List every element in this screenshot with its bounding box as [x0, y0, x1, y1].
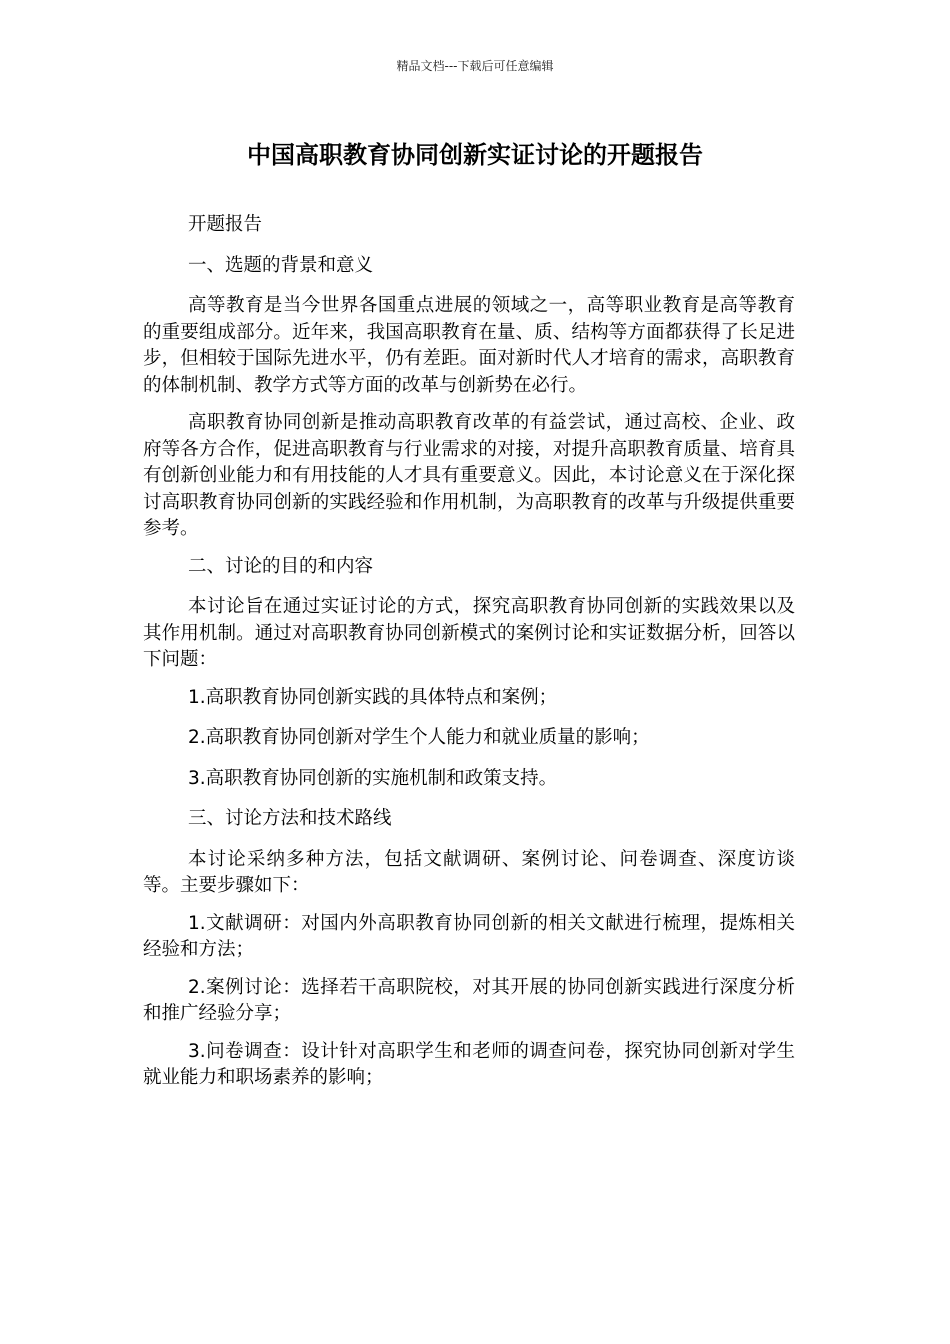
list-item-step-2: 2.案例讨论：选择若干高职院校，对其开展的协同创新实践进行深度分析和推广经验分享；: [143, 976, 795, 1024]
paragraph-background-1: 高等教育是当今世界各国重点进展的领域之一，高等职业教育是高等教育的重要组成部分。近年来，我国高职教育在量、质、结构等方面都获得了长足进步，但相较于国际先进水平，仍有差距。面对新时代人才培育的需求，高职教育的体制机制、教学方式等方面的改革与创新势在必行。: [143, 295, 795, 396]
paragraph-purpose: 本讨论旨在通过实证讨论的方式，探究高职教育协同创新的实践效果以及其作用机制。通过对高职教育协同创新模式的案例讨论和实证数据分析，回答以下问题：: [143, 596, 795, 670]
paragraph-background-2: 高职教育协同创新是推动高职教育改革的有益尝试，通过高校、企业、政府等各方合作，促进高职教育与行业需求的对接，对提升高职教育质量、培育具有创新创业能力和有用技能的人才具有重要意义。因此，本讨论意义在于深化探讨高职教育协同创新的实践经验和作用机制，为高职教育的改革与升级提供重要参考。: [143, 412, 795, 539]
section-heading-background: 一、选题的背景和意义: [188, 254, 374, 276]
document-title: 中国高职教育协同创新实证讨论的开题报告: [247, 141, 703, 169]
list-item-question-1: 1.高职教育协同创新实践的具体特点和案例；: [188, 686, 558, 708]
paragraph-methods: 本讨论采纳多种方法，包括文献调研、案例讨论、问卷调查、深度访谈等。主要步骤如下：: [143, 848, 795, 896]
section-heading-purpose: 二、讨论的目的和内容: [188, 555, 374, 577]
list-item-question-2: 2.高职教育协同创新对学生个人能力和就业质量的影响；: [188, 727, 650, 748]
section-heading-methods: 三、讨论方法和技术路线: [188, 808, 392, 829]
section-label-report: 开题报告: [188, 214, 263, 235]
document-body: [143, 212, 795, 1103]
list-item-step-3: 3.问卷调查：设计针对高职学生和老师的调查问卷，探究协同创新对学生就业能力和职场素养的影响；: [143, 1040, 795, 1088]
list-item-question-3: 3.高职教育协同创新的实施机制和政策支持。: [188, 767, 558, 789]
list-item-step-1: 1.文献调研：对国内外高职教育协同创新的相关文献进行梳理，提炼相关经验和方法；: [143, 912, 795, 960]
header-note: 精品文档---下载后可任意编辑: [396, 59, 554, 73]
